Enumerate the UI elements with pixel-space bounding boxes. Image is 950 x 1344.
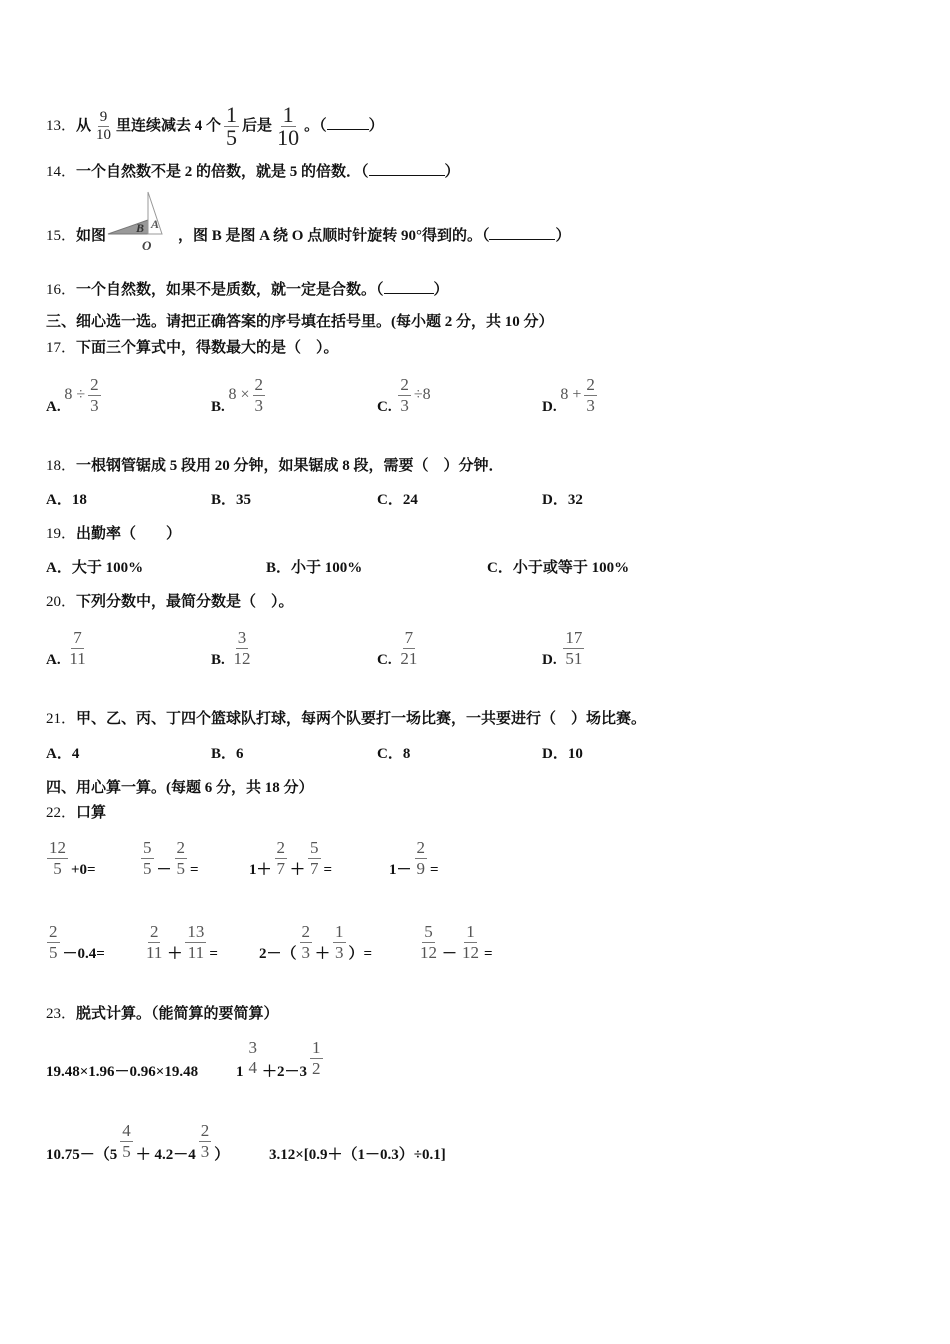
option-label: B. [211, 651, 225, 668]
text: 2－（ [259, 945, 297, 962]
option-a[interactable] [46, 375, 104, 416]
text: 从 [76, 117, 92, 134]
denominator: 12 [233, 649, 251, 668]
denominator: 3 [254, 396, 264, 415]
denominator: 3 [335, 943, 344, 962]
q-number: 22． [46, 805, 77, 821]
denominator: 5 [53, 859, 62, 878]
numerator: 2 [200, 1121, 210, 1140]
denominator: 3 [301, 943, 311, 962]
q-number: 21． [46, 711, 77, 727]
oral-calc-item [249, 838, 332, 879]
option-a[interactable]: A．18 [46, 492, 87, 508]
question-21 [46, 709, 646, 729]
text: 下列分数中，最简分数是（ ）。 [76, 594, 294, 610]
text: 8 × [228, 385, 250, 403]
question-18 [46, 456, 504, 476]
numerator: 1 [335, 922, 344, 941]
oral-calc-item [44, 838, 96, 879]
question-17 [46, 338, 339, 358]
oral-calc-item [389, 838, 439, 879]
text: 1＋ [249, 861, 272, 878]
question-13 [46, 104, 384, 149]
text: ） [433, 282, 449, 298]
option-label: B. [211, 398, 225, 415]
text: = [430, 861, 439, 878]
denominator: 21 [400, 649, 418, 668]
q-number: 15． [46, 228, 77, 244]
text: = [190, 861, 199, 878]
fraction [232, 628, 253, 669]
denominator: 7 [276, 859, 286, 878]
denominator: 9 [416, 859, 426, 878]
q-number: 20． [46, 594, 77, 610]
denominator: 3 [400, 396, 409, 415]
fraction [94, 109, 113, 144]
option-d[interactable] [542, 628, 587, 669]
option-b[interactable] [211, 375, 268, 416]
text: ＋2－3 [262, 1064, 308, 1080]
text: 1 [236, 1064, 244, 1080]
oral-calc-item [44, 922, 105, 963]
numerator: 12 [49, 838, 66, 857]
numerator: 2 [276, 838, 286, 857]
q-number: 14． [46, 164, 77, 180]
option-label: C. [377, 651, 392, 668]
denominator: 11 [187, 943, 205, 962]
fraction [120, 1121, 133, 1162]
fraction [398, 375, 411, 416]
fraction [67, 628, 87, 669]
text: －0.4= [62, 945, 105, 962]
numerator: 4 [122, 1121, 131, 1140]
denominator: 11 [69, 649, 86, 668]
numerator: 5 [424, 922, 433, 941]
option-a[interactable]: A．大于 100% [46, 560, 144, 576]
text: 一个自然数，如果不是质数，就一定是合数。（ [76, 282, 384, 298]
fraction [415, 838, 428, 879]
fraction [144, 922, 164, 963]
calc-expression-3 [46, 1121, 229, 1162]
text: 后是 [242, 117, 273, 134]
fraction [584, 375, 597, 416]
denominator: 7 [310, 859, 319, 878]
question-19 [46, 524, 181, 544]
numerator: 5 [143, 838, 152, 857]
fraction [247, 1038, 260, 1078]
fraction [185, 922, 206, 963]
denominator: 2 [312, 1059, 321, 1078]
text: ） [555, 228, 571, 244]
option-b[interactable]: B．35 [211, 492, 252, 508]
text: 8 ÷ [64, 385, 86, 403]
numerator: 7 [404, 628, 414, 647]
numerator: 2 [586, 375, 595, 394]
numerator: 5 [310, 838, 319, 857]
numerator: 2 [149, 922, 159, 941]
text: 口算 [76, 805, 107, 821]
fraction [460, 922, 481, 963]
fraction [300, 922, 313, 963]
text: 一根钢管锯成 5 段用 20 分钟，如果锯成 8 段，需要（ ）分钟． [76, 458, 504, 474]
fraction [47, 838, 68, 879]
option-c[interactable] [377, 628, 422, 669]
oral-calc-item [259, 922, 372, 963]
fraction [47, 922, 60, 963]
denominator: 5 [176, 859, 186, 878]
question-23 [46, 1004, 279, 1024]
q-number: 18． [46, 458, 77, 474]
fraction [275, 104, 301, 149]
numerator: 1 [282, 102, 294, 127]
numerator: 1 [466, 922, 475, 941]
text: 。（ [304, 117, 327, 134]
fraction [175, 838, 188, 879]
option-c[interactable]: C．24 [377, 492, 418, 508]
denominator: 10 [277, 125, 300, 150]
text: 里连续减去 4 个 [116, 117, 222, 134]
q-number: 13． [46, 117, 77, 134]
q-number: 16． [46, 282, 77, 298]
triangle-figure-icon [106, 190, 178, 254]
numerator: 17 [565, 628, 583, 647]
text: 1－ [389, 861, 412, 878]
denominator: 3 [90, 396, 99, 415]
denominator: 12 [420, 943, 437, 962]
calc-expression-1: 19.48×1.96－0.96×19.48 [46, 1064, 199, 1080]
answer-blank[interactable] [369, 161, 445, 176]
text: ÷8 [413, 385, 431, 403]
text: = [323, 861, 333, 878]
fraction [418, 922, 439, 963]
fraction [398, 628, 419, 669]
option-b[interactable]: B．小于 100% [266, 560, 363, 576]
numerator: 2 [49, 922, 58, 941]
question-16 [46, 279, 449, 300]
fraction [275, 838, 288, 879]
fraction [224, 104, 239, 149]
operator: ＋ [290, 861, 306, 878]
text: 一个自然数不是 2 的倍数，就是 5 的倍数．（ [76, 164, 369, 180]
denominator: 51 [565, 649, 583, 668]
numerator: 2 [90, 375, 99, 394]
option-d[interactable]: D．32 [542, 492, 583, 508]
fraction [141, 838, 154, 879]
denominator: 10 [96, 127, 112, 143]
text: 甲、乙、丙、丁四个篮球队打球，每两个队要打一场比赛，一共要进行（ ）场比赛。 [76, 711, 647, 727]
numerator: 2 [254, 375, 264, 394]
numerator: 1 [226, 102, 238, 127]
denominator: 3 [586, 396, 595, 415]
numerator: 3 [237, 628, 247, 647]
oral-calc-item [138, 838, 199, 879]
denominator: 5 [143, 859, 152, 878]
label-o: O [142, 238, 152, 253]
question-15 [46, 217, 571, 253]
oral-calc-item [141, 922, 218, 963]
numerator: 3 [248, 1038, 257, 1057]
fraction [199, 1121, 212, 1162]
fraction [310, 1038, 323, 1079]
denominator: 5 [122, 1142, 131, 1161]
denominator: 11 [146, 943, 163, 962]
answer-blank[interactable] [489, 225, 555, 240]
option-a[interactable] [46, 628, 91, 669]
text: ，图 B 是图 A 绕 O 点顺时针旋转 90°得到的。（ [178, 228, 490, 244]
label-b: B [136, 221, 145, 235]
denominator: 5 [49, 943, 58, 962]
fraction [308, 838, 321, 879]
option-c[interactable]: C．小于或等于 100% [487, 560, 630, 576]
operator: ＋ [315, 945, 331, 962]
numerator: 1 [312, 1038, 321, 1057]
answer-blank[interactable] [384, 279, 434, 294]
answer-blank[interactable] [327, 115, 369, 130]
text: = [209, 945, 218, 962]
denominator: 3 [200, 1142, 210, 1161]
text: +0= [71, 861, 96, 878]
question-20 [46, 592, 294, 612]
text: 出勤率（ ） [76, 526, 182, 542]
text: ）= [348, 945, 373, 962]
text: ） [444, 164, 460, 180]
text: = [484, 945, 493, 962]
calc-expression-2 [236, 1038, 326, 1079]
label-a: A [151, 217, 160, 231]
text: 下面三个算式中，得数最大的是（ ）。 [76, 340, 339, 356]
numerator: 2 [416, 838, 426, 857]
text: ＋ 4.2－4 [135, 1147, 196, 1163]
fraction [563, 628, 584, 669]
numerator: 9 [99, 109, 108, 125]
option-b[interactable] [211, 628, 256, 669]
text: 脱式计算。（能简算的要简算） [76, 1006, 279, 1022]
option-label: D. [542, 398, 557, 415]
section-4-heading: 四、用心算一算。(每题 6 分，共 18 分） [46, 780, 314, 796]
text: 如图 [76, 228, 107, 244]
option-c[interactable] [377, 375, 431, 416]
numerator: 13 [187, 922, 205, 941]
option-label: A. [46, 398, 61, 415]
calc-expression-4: 3.12×[0.9＋（1－0.3）÷0.1] [269, 1147, 446, 1163]
operator: ＋ [167, 945, 183, 962]
numerator: 7 [73, 628, 82, 647]
numerator: 2 [400, 375, 409, 394]
question-14 [46, 161, 460, 182]
denominator: 5 [226, 125, 238, 150]
numerator: 2 [301, 922, 311, 941]
denominator: 12 [462, 943, 480, 962]
text: ） [214, 1147, 230, 1163]
q-number: 19． [46, 526, 77, 542]
oral-calc-item [415, 922, 493, 963]
fraction [333, 922, 346, 963]
text: ） [368, 117, 384, 134]
option-c[interactable]: C．8 [377, 746, 411, 762]
option-d[interactable] [542, 375, 600, 416]
option-a[interactable]: A．4 [46, 746, 80, 762]
rotation-figure [106, 217, 178, 253]
text: 8 + [560, 385, 582, 403]
numerator: 2 [176, 838, 186, 857]
option-d[interactable]: D．10 [542, 746, 583, 762]
fraction [88, 375, 101, 416]
option-label: D. [542, 651, 557, 668]
option-b[interactable]: B．6 [211, 746, 244, 762]
question-22 [46, 803, 106, 823]
denominator: 4 [248, 1058, 257, 1077]
q-number: 17． [46, 340, 77, 356]
option-label: C. [377, 398, 392, 415]
fraction [253, 375, 266, 416]
q-number: 23． [46, 1006, 77, 1022]
operator: － [156, 861, 172, 878]
section-3-heading: 三、细心选一选。请把正确答案的序号填在括号里。(每小题 2 分，共 10 分） [46, 314, 554, 330]
option-label: A. [46, 651, 61, 668]
operator: － [442, 945, 458, 962]
text: 10.75－（5 [46, 1147, 118, 1163]
